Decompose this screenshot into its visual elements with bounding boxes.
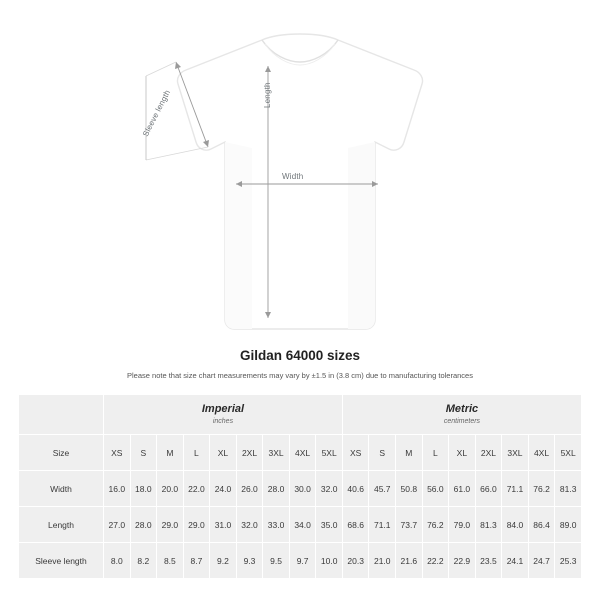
- table-cell: 25.3: [555, 543, 582, 579]
- table-group-header-row: [19, 395, 582, 435]
- table-cell: 40.6: [342, 471, 369, 507]
- table-cell: 35.0: [316, 507, 343, 543]
- table-cell: 9.2: [210, 543, 237, 579]
- table-cell: 24.7: [528, 543, 555, 579]
- table-cell: 27.0: [104, 507, 131, 543]
- table-cell: 32.0: [236, 507, 263, 543]
- table-cell: 9.3: [236, 543, 263, 579]
- table-size-header: 2XL: [236, 435, 263, 471]
- table-cell: 9.7: [289, 543, 316, 579]
- table-group-unit: inches: [212, 417, 234, 425]
- table-cell: 32.0: [316, 471, 343, 507]
- table-size-header: XS: [342, 435, 369, 471]
- table-group-header: [104, 395, 343, 435]
- table-cell: 50.8: [396, 471, 423, 507]
- table-cell: 33.0: [263, 507, 290, 543]
- table-group-name: Imperial: [201, 402, 245, 415]
- table-group-name: Metric: [445, 402, 479, 415]
- table-cell: 86.4: [528, 507, 555, 543]
- table-cell: 45.7: [369, 471, 396, 507]
- table-size-header: S: [369, 435, 396, 471]
- table-cell: 28.0: [263, 471, 290, 507]
- table-cell: 21.0: [369, 543, 396, 579]
- table-cell: 24.1: [502, 543, 529, 579]
- table-cell: 22.2: [422, 543, 449, 579]
- table-cell: 66.0: [475, 471, 502, 507]
- table-cell: 89.0: [555, 507, 582, 543]
- table-group-header: [342, 395, 581, 435]
- table-row-header: Width: [19, 471, 104, 507]
- table-size-header: XL: [449, 435, 476, 471]
- table-row-header-size: Size: [19, 435, 104, 471]
- table-cell: 20.3: [342, 543, 369, 579]
- table-row: [19, 543, 582, 579]
- tolerance-note: Please note that size chart measurements may vary by ±1.5 in (3.8 cm) due to manufacturing tolerances: [127, 371, 473, 380]
- table-size-row: [19, 435, 582, 471]
- size-table-wrapper: [18, 394, 582, 579]
- table-cell: 30.0: [289, 471, 316, 507]
- size-table: [18, 394, 582, 579]
- table-size-header: 4XL: [289, 435, 316, 471]
- table-row: [19, 471, 582, 507]
- table-cell: 29.0: [157, 507, 184, 543]
- table-cell: 76.2: [528, 471, 555, 507]
- table-cell: 76.2: [422, 507, 449, 543]
- table-cell: 21.6: [396, 543, 423, 579]
- table-cell: 10.0: [316, 543, 343, 579]
- page-title: Gildan 64000 sizes: [239, 348, 361, 363]
- table-cell: 20.0: [157, 471, 184, 507]
- table-cell: 9.5: [263, 543, 290, 579]
- table-group-unit: centimeters: [443, 417, 481, 425]
- table-row-header: Sleeve length: [19, 543, 104, 579]
- table-size-header: XL: [210, 435, 237, 471]
- table-size-header: L: [183, 435, 210, 471]
- table-cell: 71.1: [502, 471, 529, 507]
- length-dimension-label: Length: [263, 82, 272, 108]
- table-size-header: 4XL: [528, 435, 555, 471]
- table-size-header: 3XL: [263, 435, 290, 471]
- table-size-header: 3XL: [502, 435, 529, 471]
- table-size-header: 5XL: [555, 435, 582, 471]
- table-cell: 81.3: [555, 471, 582, 507]
- table-row: [19, 507, 582, 543]
- table-corner-cell: [19, 395, 104, 435]
- table-cell: 8.5: [157, 543, 184, 579]
- table-cell: 61.0: [449, 471, 476, 507]
- table-cell: 22.0: [183, 471, 210, 507]
- table-cell: 84.0: [502, 507, 529, 543]
- table-size-header: M: [157, 435, 184, 471]
- table-cell: 71.1: [369, 507, 396, 543]
- table-cell: 23.5: [475, 543, 502, 579]
- table-cell: 26.0: [236, 471, 263, 507]
- table-cell: 81.3: [475, 507, 502, 543]
- table-cell: 68.6: [342, 507, 369, 543]
- table-cell: 8.2: [130, 543, 157, 579]
- width-dimension-label: Width: [282, 172, 304, 181]
- table-size-header: XS: [104, 435, 131, 471]
- table-cell: 18.0: [130, 471, 157, 507]
- title-block: [0, 348, 600, 380]
- table-cell: 8.7: [183, 543, 210, 579]
- table-size-header: S: [130, 435, 157, 471]
- table-cell: 56.0: [422, 471, 449, 507]
- table-cell: 34.0: [289, 507, 316, 543]
- sleeve-length-dimension-label: Sleeve length: [140, 88, 173, 138]
- table-cell: 16.0: [104, 471, 131, 507]
- table-size-header: 5XL: [316, 435, 343, 471]
- table-cell: 29.0: [183, 507, 210, 543]
- table-size-header: L: [422, 435, 449, 471]
- table-cell: 31.0: [210, 507, 237, 543]
- table-cell: 28.0: [130, 507, 157, 543]
- table-cell: 8.0: [104, 543, 131, 579]
- table-cell: 24.0: [210, 471, 237, 507]
- table-size-header: 2XL: [475, 435, 502, 471]
- table-cell: 22.9: [449, 543, 476, 579]
- table-size-header: M: [396, 435, 423, 471]
- table-cell: 79.0: [449, 507, 476, 543]
- table-row-header: Length: [19, 507, 104, 543]
- table-cell: 73.7: [396, 507, 423, 543]
